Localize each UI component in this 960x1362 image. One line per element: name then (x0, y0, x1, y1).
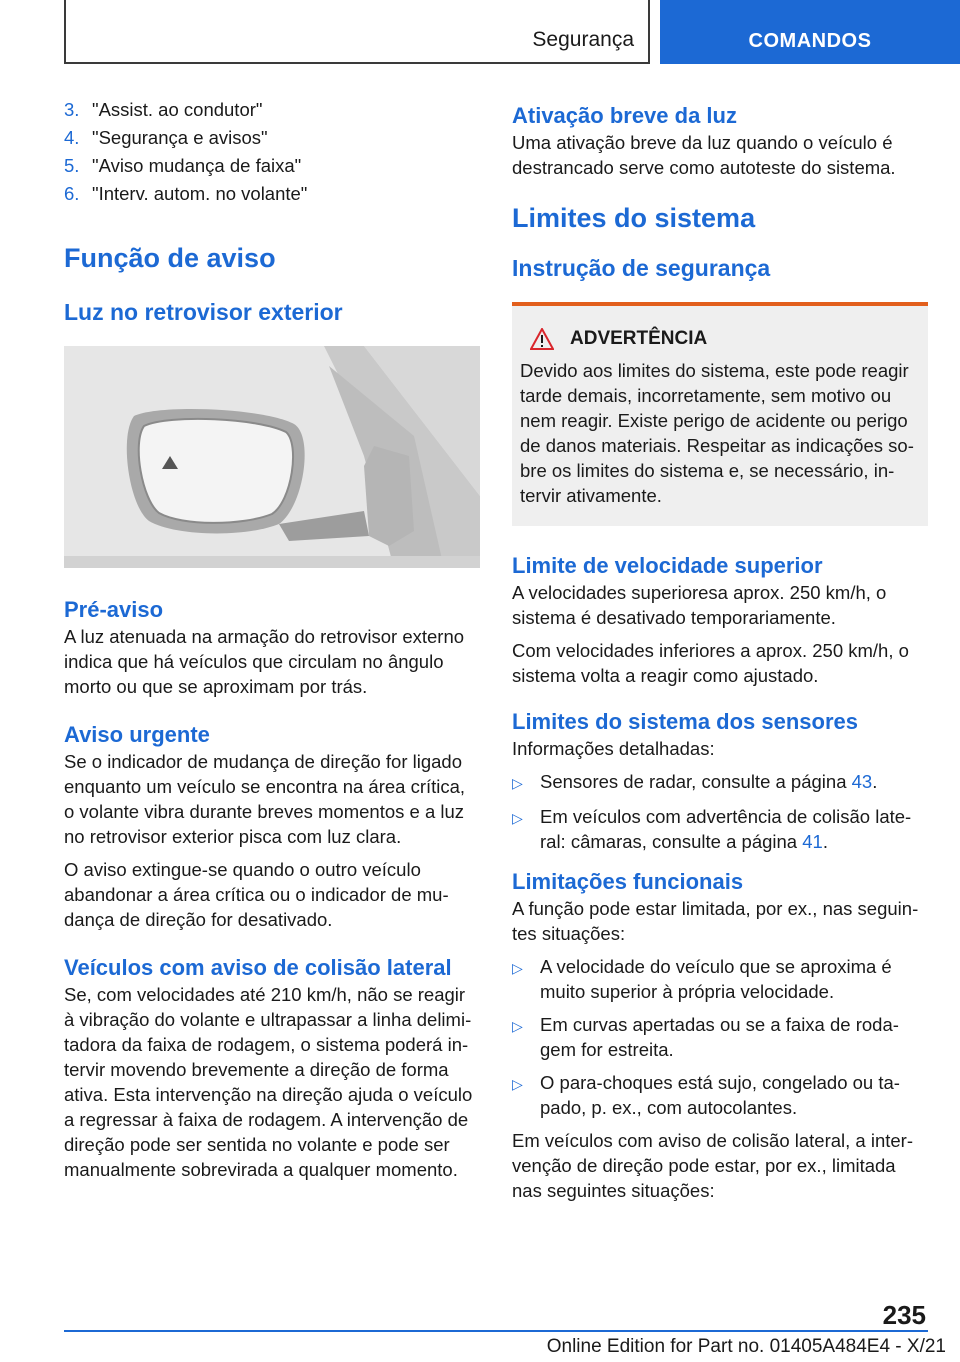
paragraph-veiculos-colisao: Se, com velocidades até 210 km/h, não se reagir à vibração do volante e ultrapassar a linha delimitadora da faixa de rodagem, o sistema poderá intervir movendo brevemente a direção de forma ativa. Esta intervenção na direção ajuda o veículo a regressar à faixa de rodagem. A intervenção de direção pode ser sentida no volante e pode ser manualmente sobrevirada a qualquer momento. (64, 984, 473, 1180)
list-item: ▷ Em veículos com advertência de colisão lateral: câmaras, consulte a página 41. (512, 806, 912, 852)
paragraph-funcionais: A função pode estar limitada, por ex., nas seguintes situações: (512, 898, 919, 944)
bullet-triangle-icon: ▷ (512, 775, 523, 791)
list-item: 3. "Assist. ao condutor" (64, 99, 263, 120)
funcionais-list (512, 954, 928, 1120)
paragraph-sensores: Informações detalhadas: (512, 738, 715, 759)
heading-pre-aviso: Pré-aviso (64, 597, 164, 622)
list-item: 5. "Aviso mudança de faixa" (64, 155, 302, 176)
warning-box (512, 302, 928, 526)
heading-limites-sistema: Limites do sistema (512, 203, 756, 233)
right-column (512, 102, 928, 1203)
left-column (64, 96, 480, 1182)
page-header (0, 0, 960, 66)
bullet-triangle-icon: ▷ (512, 960, 523, 976)
heading-limite-velocidade: Limite de velocidade superior (512, 553, 823, 578)
list-item: ▷ O para-choques está sujo, congelado ou tapado, p. ex., com autocolantes. (512, 1072, 900, 1118)
paragraph-aviso-urgente-1: Se o indicador de mudança de direção for ligado enquanto um veículo se encontra na área crítica, o volante vibra durante breves momentos e a luz no retrovisor exterior pisca com luz clara. (64, 751, 466, 847)
header-section-title: Segurança (532, 28, 634, 51)
page-number: 235 (882, 1300, 926, 1330)
warning-triangle-icon (530, 328, 554, 350)
list-item: ▷ A velocidade do veículo que se aproxima é muito superior à própria velocidade. (512, 956, 892, 1002)
paragraph-aviso-urgente-2: O aviso extingue-se quando o outro veículo abandonar a área crítica ou o indicador de mudança de direção for desativado. (64, 859, 449, 930)
heading-veiculos-colisao: Veículos com aviso de colisão lateral (64, 955, 452, 980)
paragraph-velocidade-2: Com velocidades inferiores a aprox. 250 km/h, o sistema volta a reagir como ajustado. (512, 640, 909, 686)
warning-title: ADVERTÊNCIA (570, 328, 708, 349)
list-item: ▷ Em curvas apertadas ou se a faixa de rodagem for estreita. (512, 1014, 899, 1060)
heading-instrucao-seguranca: Instrução de segurança (512, 255, 771, 281)
paragraph-final: Em veículos com aviso de colisão lateral, a intervenção de direção pode estar, por ex., limitada nas seguintes situações: (512, 1130, 914, 1201)
heading-limites-sensores: Limites do sistema dos sensores (512, 709, 859, 734)
bullet-triangle-icon: ▷ (512, 1076, 523, 1092)
footer-divider (64, 1330, 928, 1332)
warning-text: Devido aos limites do sistema, este pode reagir tarde demais, incorretamente, sem motivo ou nem reagir. Existe perigo de acidente ou perigo de danos materiais. Respeitar as indicações sobre os limites do sistema e, se necessário, intervir ativamente. (520, 360, 914, 506)
warning-title-row (530, 328, 920, 350)
bullet-triangle-icon: ▷ (512, 810, 523, 826)
heading-funcao-aviso: Função de aviso (64, 243, 276, 273)
sensores-list (512, 769, 928, 854)
heading-aviso-urgente: Aviso urgente (64, 722, 210, 747)
page-link-43[interactable]: 43 (851, 771, 873, 792)
paragraph-pre-aviso: A luz atenuada na armação do retrovisor externo indica que há veículos que circulam no ângulo morto ou que se aproximam por trás. (64, 626, 465, 697)
footer-edition: Online Edition for Part no. 01405A484E4 - X/21 (546, 1336, 946, 1357)
page-link-41[interactable]: 41 (802, 831, 823, 852)
menu-steps-list (64, 96, 480, 208)
list-item: 4. "Segurança e avisos" (64, 127, 268, 148)
heading-ativacao-breve: Ativação breve da luz (512, 103, 737, 128)
list-item: ▷ Sensores de radar, consulte a página 43. (512, 769, 928, 796)
header-chapter-tab[interactable]: COMANDOS (660, 0, 960, 64)
heading-limitacoes-funcionais: Limitações funcionais (512, 869, 744, 894)
bullet-triangle-icon: ▷ (512, 1018, 523, 1034)
list-item: 6. "Interv. autom. no volante" (64, 183, 308, 204)
mirror-illustration (64, 346, 480, 568)
paragraph-velocidade-1: A velocidades superioresa aprox. 250 km/h, o sistema é desativado temporariamente. (512, 582, 887, 628)
heading-luz-retrovisor: Luz no retrovisor exterior (64, 299, 343, 325)
paragraph-ativacao-breve: Uma ativação breve da luz quando o veículo é destrancado serve como autoteste do sistema. (512, 132, 896, 178)
side-mirror-image (64, 346, 480, 568)
header-section-box (64, 0, 650, 64)
